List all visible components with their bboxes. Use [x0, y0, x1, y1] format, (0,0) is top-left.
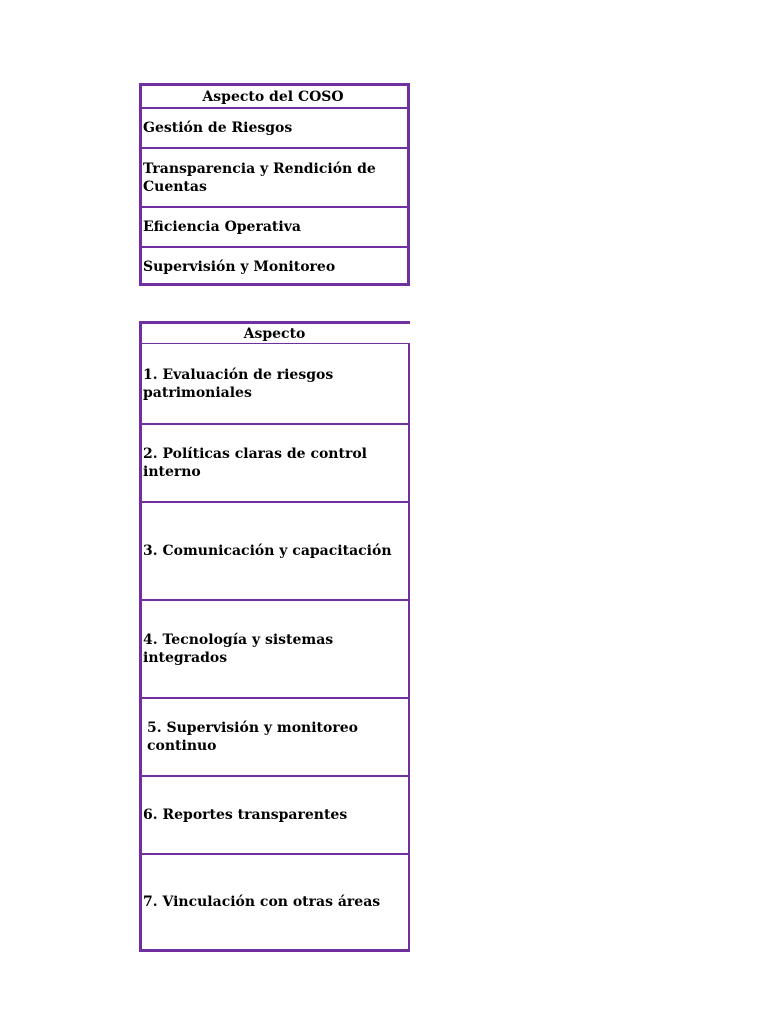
- aspect-list-table: [139, 321, 410, 952]
- aspect-row-3: 3. Comunicación y capacitación: [142, 501, 408, 599]
- aspect-table-header: Aspecto: [142, 324, 410, 344]
- coso-row-gestion-riesgos: Gestión de Riesgos: [142, 107, 407, 147]
- coso-row-eficiencia: Eficiencia Operativa: [142, 206, 407, 246]
- coso-row-transparencia: Transparencia y Rendición de Cuentas: [142, 147, 407, 206]
- aspect-row-4: 4. Tecnología y sistemas integrados: [142, 599, 408, 697]
- coso-row-supervision: Supervisión y Monitoreo: [142, 246, 407, 286]
- aspect-row-1: 1. Evaluación de riesgos patrimoniales: [143, 366, 334, 401]
- aspect-row-5: 5. Supervisión y monitoreo continuo: [142, 697, 408, 775]
- aspect-table-body: [142, 344, 410, 949]
- coso-table-header: Aspecto del COSO: [202, 88, 344, 105]
- aspect-row-6: 6. Reportes transparentes: [142, 775, 408, 853]
- aspect-row-2: 2. Políticas claras de control interno: [142, 423, 408, 501]
- aspect-row-7: 7. Vinculación con otras áreas: [142, 853, 408, 949]
- coso-aspects-table: [139, 83, 410, 286]
